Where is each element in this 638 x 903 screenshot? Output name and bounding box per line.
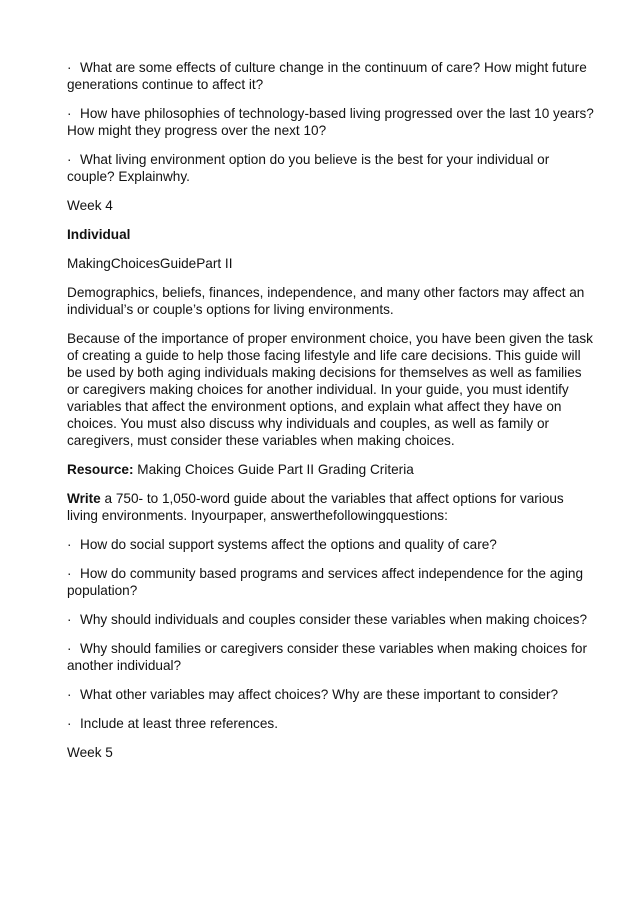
question-bullet <box>67 536 597 553</box>
question-bullet <box>67 686 597 703</box>
intro-paragraph: Demographics, beliefs, finances, independence, and many other factors may affect an individual’s or couple’s options for living environments. <box>67 285 585 317</box>
write-label: Write <box>67 491 101 506</box>
bullet-text: What other variables may affect choices? Why are these important to consider? <box>80 687 559 702</box>
question-bullet <box>67 59 597 93</box>
bullet-dot: · <box>67 716 72 731</box>
bullet-dot: · <box>67 612 72 627</box>
individual-heading: Individual <box>67 227 131 242</box>
bullet-text: What are some effects of culture change in the continuum of care? How might future generations continue to affect it? <box>67 60 587 92</box>
question-bullet <box>67 565 597 599</box>
bullet-text: How have philosophies of technology-based living progressed over the last 10 years? How might they progress over the next 10? <box>67 106 594 138</box>
question-bullet <box>67 715 597 732</box>
bullet-dot: · <box>67 60 72 75</box>
week-4-heading: Week 4 <box>67 198 113 213</box>
resource-label: Resource: <box>67 462 134 477</box>
bullet-text: Why should individuals and couples consider these variables when making choices? <box>80 612 588 627</box>
write-text: a 750- to 1,050-word guide about the variables that affect options for various living environments. Inyourpaper, answerthefollowingquestions: <box>67 491 564 523</box>
bullet-dot: · <box>67 687 72 702</box>
bullet-text: Include at least three references. <box>80 716 278 731</box>
question-bullet <box>67 105 597 139</box>
resource-text: Making Choices Guide Part II Grading Criteria <box>133 462 414 477</box>
bullet-dot: · <box>67 152 72 167</box>
bullet-dot: · <box>67 566 72 581</box>
bullet-text: How do social support systems affect the options and quality of care? <box>80 537 497 552</box>
week-5-heading: Week 5 <box>67 745 113 760</box>
bullet-text: How do community based programs and services affect independence for the aging population? <box>67 566 584 598</box>
bullet-dot: · <box>67 641 72 656</box>
bullet-dot: · <box>67 106 72 121</box>
question-bullet <box>67 151 597 185</box>
document-page <box>67 59 597 773</box>
bullet-text: What living environment option do you believe is the best for your individual or couple? Explainwhy. <box>67 152 550 184</box>
resource-line <box>67 461 597 478</box>
question-bullet <box>67 611 597 628</box>
assignment-title: MakingChoicesGuidePart II <box>67 256 233 271</box>
bullet-dot: · <box>67 537 72 552</box>
write-instructions <box>67 490 597 524</box>
body-paragraph: Because of the importance of proper environment choice, you have been given the task of creating a guide to help those facing lifestyle and life care decisions. This guide will be used by both aging individuals making decisions for themselves as well as families or caregivers making choices for another individual. In your guide, you must identify variables that affect the environment options, and explain what affect they have on choices. You must also discuss why individuals and couples, as well as family or caregivers, must consider these variables when making choices. <box>67 331 593 448</box>
bullet-text: Why should families or caregivers consider these variables when making choices for another individual? <box>67 641 587 673</box>
question-bullet <box>67 640 597 674</box>
